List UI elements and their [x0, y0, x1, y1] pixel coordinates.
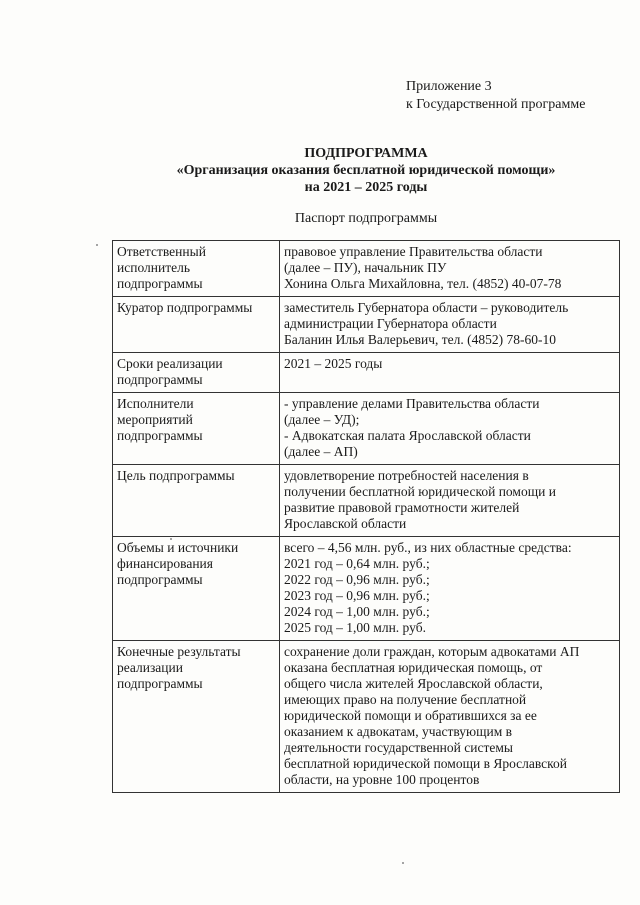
passport-row-label	[113, 465, 280, 537]
passport-row	[113, 241, 620, 297]
value-line: администрации Губернатора области	[284, 316, 497, 331]
appendix-note	[406, 78, 585, 114]
label-line: Куратор подпрограммы	[117, 300, 253, 315]
value-line: области, на уровне 100 процентов	[284, 772, 480, 787]
value-line: Баланин Илья Валерьевич, тел. (4852) 78-60-10	[284, 332, 556, 347]
label-line: реализации	[117, 660, 183, 675]
passport-row-label	[113, 641, 280, 793]
scan-speck	[402, 862, 404, 864]
label-line: мероприятий	[117, 412, 193, 427]
label-line: Конечные результаты	[117, 644, 241, 659]
passport-heading	[0, 211, 640, 227]
value-line: деятельности государственной системы	[284, 740, 513, 755]
value-line: 2025 год – 1,00 млн. руб.	[284, 620, 426, 635]
value-line: (далее – ПУ), начальник ПУ	[284, 260, 447, 275]
label-line: подпрограммы	[117, 676, 203, 691]
value-line: всего – 4,56 млн. руб., из них областные средства:	[284, 540, 572, 555]
title-line-3: на 2021 – 2025 годы	[304, 180, 428, 195]
title-line-2: «Организация оказания бесплатной юридической помощи»	[176, 163, 556, 178]
passport-row-value	[280, 537, 620, 641]
value-line: (далее – УД);	[284, 412, 360, 427]
value-line: 2022 год – 0,96 млн. руб.;	[284, 572, 430, 587]
value-line: сохранение доли граждан, которым адвокатами АП	[284, 644, 580, 659]
label-line: подпрограммы	[117, 572, 203, 587]
value-line: - управление делами Правительства области	[284, 396, 540, 411]
label-line: Ответственный	[117, 244, 206, 259]
passport-row	[113, 465, 620, 537]
value-line: - Адвокатская палата Ярославской области	[284, 428, 531, 443]
passport-row	[113, 641, 620, 793]
passport-row	[113, 353, 620, 393]
scan-speck	[96, 244, 98, 246]
subprogram-title	[0, 145, 640, 196]
scan-speck	[170, 538, 172, 540]
label-line: подпрограммы	[117, 276, 203, 291]
label-line: Исполнители	[117, 396, 194, 411]
value-line: оказана бесплатная юридическая помощь, от	[284, 660, 543, 675]
value-line: удовлетворение потребностей населения в	[284, 468, 529, 483]
label-line: подпрограммы	[117, 428, 203, 443]
label-line: Объемы и источники	[117, 540, 239, 555]
label-line: финансирования	[117, 556, 213, 571]
value-line: получении бесплатной юридической помощи и	[284, 484, 556, 499]
passport-table	[112, 240, 620, 793]
label-line: подпрограммы	[117, 372, 203, 387]
passport-row	[113, 297, 620, 353]
value-line: имеющих право на получение бесплатной	[284, 692, 527, 707]
passport-row-value	[280, 393, 620, 465]
value-line: 2021 год – 0,64 млн. руб.;	[284, 556, 430, 571]
value-line: правовое управление Правительства области	[284, 244, 543, 259]
passport-row-value	[280, 465, 620, 537]
value-line: заместитель Губернатора области – руководитель	[284, 300, 569, 315]
title-line-1: ПОДПРОГРАММА	[304, 146, 428, 161]
passport-row-value	[280, 241, 620, 297]
value-line: (далее – АП)	[284, 444, 358, 459]
passport-heading-text: Паспорт подпрограммы	[294, 211, 438, 226]
passport-row-label	[113, 393, 280, 465]
value-line: Ярославской области	[284, 516, 407, 531]
passport-row-label	[113, 241, 280, 297]
appendix-line-2: к Государственной программе	[406, 97, 586, 112]
value-line: Хонина Ольга Михайловна, тел. (4852) 40-07-78	[284, 276, 562, 291]
passport-row-value	[280, 353, 620, 393]
passport-row-label	[113, 537, 280, 641]
value-line: 2024 год – 1,00 млн. руб.;	[284, 604, 430, 619]
value-line: общего числа жителей Ярославской области,	[284, 676, 543, 691]
passport-row-label	[113, 297, 280, 353]
label-line: Сроки реализации	[117, 356, 223, 371]
passport-row-label	[113, 353, 280, 393]
passport-row-value	[280, 297, 620, 353]
value-line: оказанием к адвокатам, участвующим в	[284, 724, 513, 739]
passport-row	[113, 393, 620, 465]
value-line: бесплатной юридической помощи в Ярославской	[284, 756, 568, 771]
passport-row-value	[280, 641, 620, 793]
passport-table-body	[113, 241, 620, 793]
label-line: исполнитель	[117, 260, 190, 275]
value-line: 2023 год – 0,96 млн. руб.;	[284, 588, 430, 603]
passport-row	[113, 537, 620, 641]
label-line: Цель подпрограммы	[117, 468, 235, 483]
appendix-line-1: Приложение 3	[406, 79, 492, 94]
value-line: развитие правовой грамотности жителей	[284, 500, 520, 515]
value-line: юридической помощи и обратившихся за ее	[284, 708, 537, 723]
value-line: 2021 – 2025 годы	[284, 356, 383, 371]
